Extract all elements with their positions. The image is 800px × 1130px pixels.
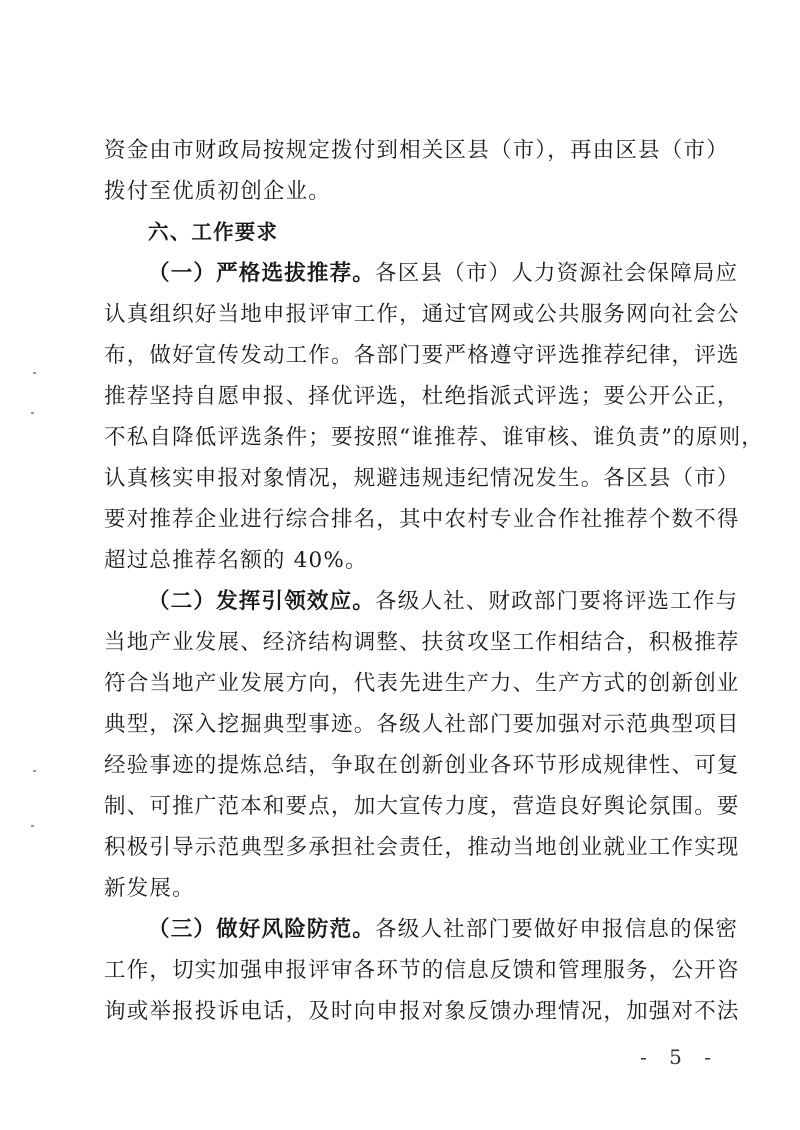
section-heading: 六、工作要求 xyxy=(148,220,279,244)
body-line: 要对推荐企业进行综合排名，其中农村专业合作社推荐个数不得 xyxy=(104,507,740,532)
paragraph-text: 各级人社部门要做好申报信息的保密 xyxy=(375,917,739,942)
body-line: 认真组织好当地申报评审工作，通过官网或公共服务网向社会公 xyxy=(104,302,740,327)
scan-mark xyxy=(31,412,34,414)
body-line: 典型，深入挖掘典型事迹。各级人社部门要加强对示范典型项目 xyxy=(104,712,740,737)
body-line: 新发展。 xyxy=(104,876,195,901)
body-line: 不私自降低评选条件；要按照“谁推荐、谁审核、谁负责”的原则， xyxy=(104,425,764,450)
page-number: - 5 - xyxy=(640,1045,719,1069)
scan-mark xyxy=(33,372,36,374)
document-body xyxy=(104,130,764,1032)
paragraph-first-line xyxy=(104,909,739,950)
paragraph-text: 各区县（市）人力资源社会保障局应 xyxy=(375,261,739,286)
body-line: 超过总推荐名额的 40%。 xyxy=(104,548,368,573)
paragraph-title: （一）严格选拔推荐。 xyxy=(148,261,376,286)
body-line: 布，做好宣传发动工作。各部门要严格遵守评选推荐纪律，评选 xyxy=(104,343,740,368)
body-line: 符合当地产业发展方向，代表先进生产力、生产方式的创新创业 xyxy=(104,671,740,696)
body-line: 经验事迹的提炼总结，争取在创新创业各环节形成规律性、可复 xyxy=(104,753,740,778)
body-line: 工作，切实加强申报评审各环节的信息反馈和管理服务，公开咨 xyxy=(104,958,740,983)
body-line: 制、可推广范本和要点，加大宣传力度，营造良好舆论氛围。要 xyxy=(104,794,740,819)
paragraph-first-line xyxy=(104,581,739,622)
paragraph-text: 各级人社、财政部门要将评选工作与 xyxy=(375,589,739,614)
scan-mark xyxy=(33,770,36,772)
body-line: 积极引导示范典型多承担社会责任，推动当地创业就业工作实现 xyxy=(104,835,740,860)
body-line: 当地产业发展、经济结构调整、扶贫攻坚工作相结合，积极推荐 xyxy=(104,630,740,655)
scan-mark xyxy=(31,825,34,827)
body-line: 认真核实申报对象情况，规避违规违纪情况发生。各区县（市） xyxy=(104,466,740,491)
body-line: 询或举报投诉电话，及时向申报对象反馈办理情况，加强对不法 xyxy=(104,999,740,1024)
body-line: 推荐坚持自愿申报、择优评选，杜绝指派式评选；要公开公正， xyxy=(104,384,740,409)
paragraph-title: （二）发挥引领效应。 xyxy=(148,589,376,614)
paragraph-first-line xyxy=(104,253,739,294)
body-line: 拨付至优质初创企业。 xyxy=(104,179,332,204)
body-line: 资金由市财政局按规定拨付到相关区县（市），再由区县（市） xyxy=(104,138,729,163)
paragraph-title: （三）做好风险防范。 xyxy=(148,917,376,942)
